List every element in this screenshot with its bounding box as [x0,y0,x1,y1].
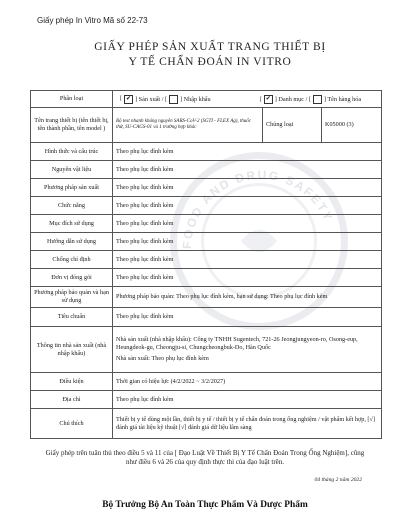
table-row: Chức năng Theo phụ lục đính kèm [31,197,382,215]
manufacturer-row [31,327,382,373]
table-row: Phương pháp bảo quản và hạn sử dụng Phương pháp bảo quản: Theo phụ lục đính kèm, hạn sử dụng: Theo phụ lục đính kèm [31,287,382,308]
manufacture-option: Sản xuất [138,95,161,103]
brand-checkbox [313,95,322,104]
address-label: Địa chỉ [31,391,113,409]
note-value: Thiết bị y tế dùng một lần, thiết bị y tế / thiết bị y tế chẩn đoán trong ống nghiệm / vật phẩm kết hợp, [√] đánh giá tài liệu kỹ thuật [√] đánh giá dữ liệu lâm sàng [113,409,382,439]
manufacturer-label: Thông tin nhà sản xuất (nhà nhập khẩu) [31,327,113,373]
product-label: Tên trang thiết bị (tên thiết bị, tên thành phần, tên model ) [31,108,113,143]
license-table [30,90,382,439]
manufacturer-appendix: Nhà sản xuất: Theo phụ lục đính kèm [116,355,209,363]
table-row: Đơn vị đóng gói Theo phụ lục đính kèm [31,269,382,287]
document-subtitle: Y TẾ CHẨN ĐOÁN IN VITRO [128,56,292,68]
import-checkbox [169,95,178,104]
condition-label: Điều kiện [31,373,113,391]
condition-row [31,373,382,391]
signatory-title: Bộ Trưởng Bộ An Toàn Thực Phẩm Và Dược Phẩm [102,500,308,510]
import-option: Nhập khẩu [183,95,211,103]
legal-footer: Giấy phép trên tuân thủ theo điều 5 và 11 của [ Đạo Luật Về Thiết Bị Y Tế Chẩn Đoán Trong Ống Nghiệm], cũng như điều 6 và 26 của quy định thực thi của đạo luật trên. [45,449,365,467]
address-value: Theo phụ lục đính kèm [113,391,382,409]
list-checkbox: ✔ [265,95,271,102]
address-row [31,391,382,409]
table-row: Tiêu chuẩn Theo phụ lục đính kèm [31,308,382,327]
classification-label: Phân loại [31,91,113,108]
table-row: Mục đích sử dụng Theo phụ lục đính kèm [31,215,382,233]
document-title: GIẤY PHÉP SẢN XUẤT TRANG THIẾT BỊ [94,41,326,53]
note-row [31,409,382,439]
license-number: Giấy phép In Vitro Mã số 22-73 [37,16,148,25]
note-label: Chú thích [31,409,113,439]
classification-value: [ ✔ ] Sản xuất / [ ] Nhập khẩu [ ✔ ] Danh mục / [ ] Tên hàng hóa [113,91,382,108]
product-value: Bộ test nhanh kháng nguyên SARS-CoV-2 (SGTI - FLEX Ag), thuốc thử, SU-CAGS-01 và 1 trường hợp khác [113,108,263,143]
list-option: Danh mục [278,95,305,103]
table-row: Hình thức và cấu trúc Theo phụ lục đính kèm [31,143,382,161]
brand-option: Tên hàng hóa [327,95,362,103]
classification-row [31,91,382,108]
table-row: Hướng dẫn sử dụng Theo phụ lục đính kèm [31,233,382,251]
issue-date: 04 tháng 2 năm 2022 [314,477,362,483]
group-label: Chủng loại [263,108,322,143]
manufacture-checkbox: ✔ [126,95,132,102]
table-row: Chống chỉ định Theo phụ lục đính kèm [31,251,382,269]
seal-text: FOOD AND DRUG SAFETY [179,167,337,250]
group-value: K05000 (3) [322,108,382,143]
product-row [31,108,382,143]
manufacturer-line: Nhà sản xuất (nhà nhập khẩu): Công ty TNHH Sugentech, 721-26 Jeongjungyeon-ro, Osong-eup, Heungdeok-gu, Cheongju-si, Chungcheongbuk-Do, Hàn Quốc [116,335,358,351]
table-row: Nguyên vật liệu Theo phụ lục đính kèm [31,161,382,179]
table-row: Phương pháp sản xuất Theo phụ lục đính kèm [31,179,382,197]
condition-value: Thời gian có hiệu lực (4/2/2022 ~ 3/2/2027) [113,373,382,391]
manufacturer-value [113,327,382,373]
